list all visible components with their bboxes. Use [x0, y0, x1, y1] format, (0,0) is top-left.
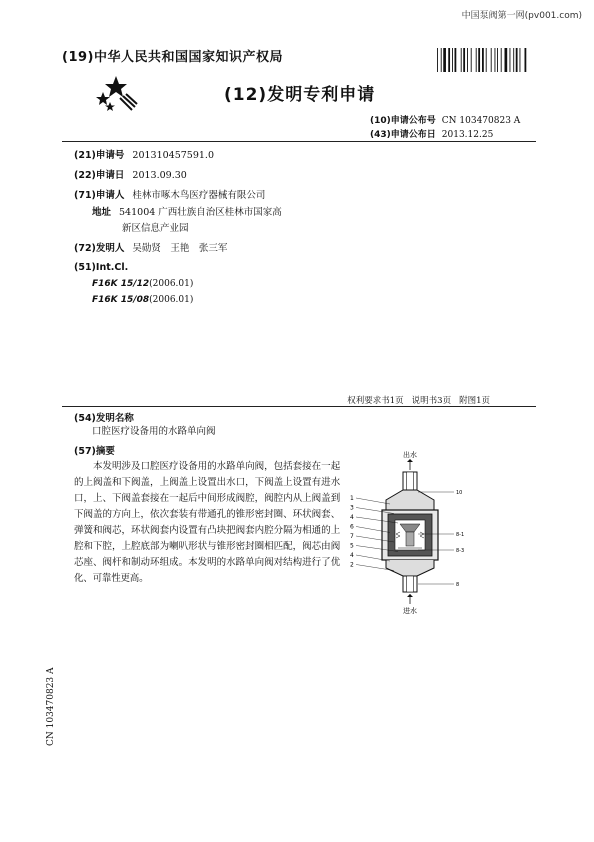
invention-title-label: (54)发明名称 — [74, 413, 134, 424]
part-number-label: 4 — [350, 552, 354, 559]
header-divider — [62, 141, 536, 142]
barcode — [437, 48, 555, 72]
inventor-row — [74, 240, 227, 254]
part-number-label: 2 — [350, 561, 354, 569]
publication-number: CN 103470823 A — [441, 116, 521, 126]
address-label: 地址 — [92, 207, 112, 218]
application-date-label: (22)申请日 — [74, 170, 125, 181]
publication-date: 2013.12.25 — [441, 130, 494, 140]
applicant-label: (71)申请人 — [74, 190, 125, 201]
part-number-label: 8-3 — [456, 548, 465, 554]
document-kind-title: (12)发明专利申请 — [224, 85, 376, 105]
applicant-name: 桂林市啄木鸟医疗器械有限公司 — [132, 190, 266, 201]
ipc-version: (2006.01) — [149, 295, 194, 305]
invention-title: 口腔医疗设备用的水路单向阀 — [92, 426, 216, 437]
abstract-text: 本发明涉及口腔医疗设备用的水路单向阀，包括套接在一起的上阀盖和下阀盖，上阀盖上设置出水口，下阀盖上设置有进水口，上、下阀盖套接在一起后中间形成阀腔，阀腔内从上阀盖到下阀盖的方向上，依次套装有带通孔的锥形密封圈、环状阀套、弹簧和阀芯，环状阀套内设置有凸块把阀套内腔分隔为相通的上腔和下腔，上腔底部为喇叭形状与锥形密封圈相匹配，阀芯由阀芯座、阀杆和制动环组成。本发明的水路单向阀对结构进行了优化、可靠性更高。 — [74, 461, 340, 584]
int-cl-row — [74, 262, 128, 273]
body-divider — [62, 406, 536, 407]
inventor-names: 吴勋贤 王艳 张三军 — [132, 243, 228, 254]
application-date: 2013.09.30 — [132, 170, 187, 181]
inventor-label: (72)发明人 — [74, 243, 125, 254]
publication-number-row — [370, 113, 520, 126]
ipc-classification-2 — [92, 295, 193, 305]
int-cl-label: (51)Int.Cl. — [74, 262, 129, 273]
inlet-label: 进水 — [403, 607, 417, 615]
address-line-2-text: 新区信息产业园 — [122, 223, 189, 234]
abstract-label: (57)摘要 — [74, 446, 115, 457]
drawings-pages: 附图1页 — [459, 396, 490, 406]
part-number-label: 10 — [456, 490, 463, 496]
part-number-label: 5 — [350, 542, 354, 550]
part-number-label: 3 — [350, 504, 354, 512]
publication-date-row — [370, 127, 493, 140]
applicant-row — [74, 187, 265, 201]
part-number-label: 8 — [456, 582, 460, 588]
ipc-code: F16K 15/08 — [92, 295, 150, 305]
outlet-label: 出水 — [403, 451, 417, 459]
valve-cross-section-figure — [348, 448, 472, 616]
address-line-2 — [122, 220, 189, 234]
publication-date-label: (43)申请公布日 — [370, 130, 436, 140]
application-date-row — [74, 167, 187, 181]
application-number-row — [74, 147, 214, 161]
part-number-label: 4 — [350, 514, 354, 521]
part-number-label: 8-1 — [456, 532, 465, 538]
publication-number-label: (10)申请公布号 — [370, 116, 436, 126]
watermark-text: 中国泵阀第一网(pv001.com) — [461, 11, 582, 21]
application-number-label: (21)申请号 — [74, 150, 125, 161]
description-pages: 说明书3页 — [411, 396, 452, 406]
application-number: 201310457591.0 — [132, 150, 215, 161]
part-number-label: 6 — [350, 523, 354, 531]
page-count-row — [339, 394, 490, 406]
part-number-label: 1 — [350, 495, 354, 502]
ipc-version: (2006.01) — [149, 279, 194, 289]
ipc-code: F16K 15/12 — [92, 279, 150, 289]
patent-office-name: (19)中华人民共和国国家知识产权局 — [62, 50, 283, 65]
cnipa-emblem-icon — [96, 74, 138, 114]
address-line-1: 541004 广西壮族自治区桂林市国家高 — [119, 207, 282, 218]
claims-pages: 权利要求书1页 — [347, 396, 404, 406]
address-row — [92, 204, 282, 218]
side-publication-number: CN 103470823 A — [46, 667, 56, 746]
ipc-classification-1 — [92, 279, 193, 289]
part-number-label: 7 — [350, 533, 354, 540]
